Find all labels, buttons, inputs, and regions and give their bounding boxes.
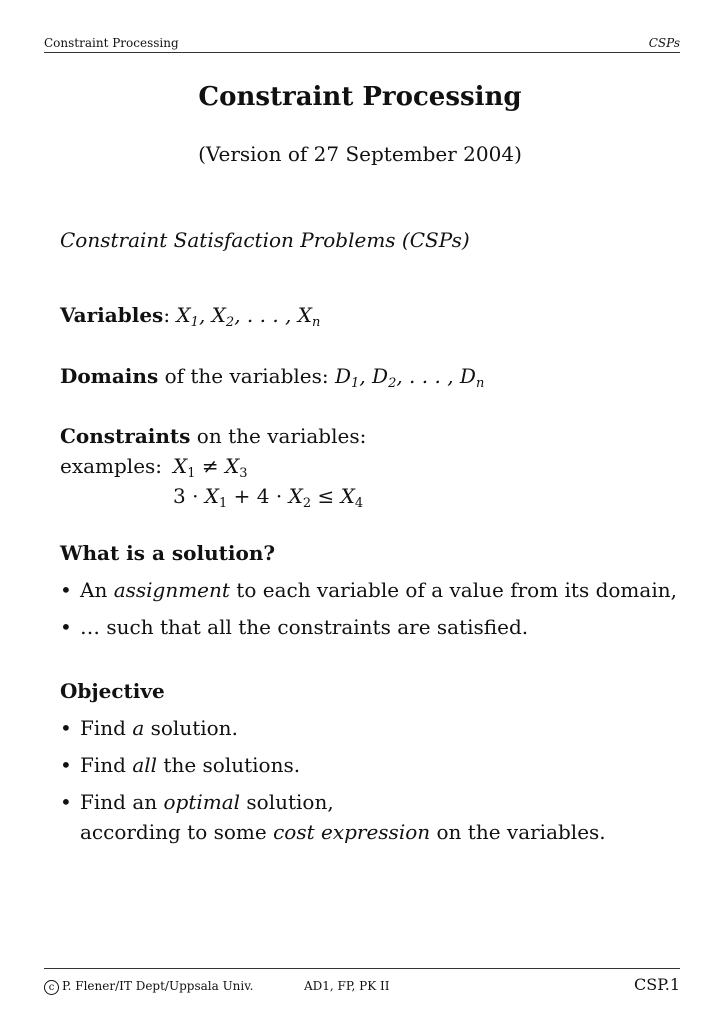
bullet-icon: • — [60, 716, 72, 740]
objective-item-1: Find a solution. — [80, 716, 238, 740]
variables-label: Variables — [60, 303, 164, 327]
copyright-icon: c — [44, 980, 59, 995]
bullet-icon: • — [60, 790, 72, 814]
variables-line — [60, 303, 321, 330]
domains-label: Domains — [60, 364, 159, 388]
bullet-icon: • — [60, 615, 72, 639]
page-footer — [44, 968, 680, 999]
page-title: Constraint Processing — [198, 82, 522, 112]
variables-math: $X_1$, $X_2$, . . . , $X_n$ — [176, 303, 321, 330]
page-header — [44, 36, 680, 53]
examples-line — [60, 454, 162, 478]
solution-item-2: … such that all the constraints are satisfied. — [80, 615, 529, 639]
page-number: CSP.1 — [634, 975, 680, 994]
footer-course: AD1, FP, PK II — [304, 979, 390, 993]
header-right: CSPs — [648, 36, 680, 50]
objective-item-3: Find an optimal solution, — [80, 790, 334, 814]
bullet-icon: • — [60, 753, 72, 777]
constraints-line — [60, 424, 366, 448]
footer-copyright: c P. Flener/IT Dept/Uppsala Univ. — [44, 979, 253, 995]
subtitle: Constraint Satisfaction Problems (CSPs) — [60, 228, 470, 252]
objective-item-2: Find all the solutions. — [80, 753, 301, 777]
domains-line — [60, 364, 485, 391]
constraints-text: on the variables: — [196, 424, 367, 448]
constraints-label: Constraints — [60, 424, 191, 448]
variables-text: : — [163, 303, 171, 327]
example-1-math: $X_1 \ne X_3$ — [173, 454, 248, 481]
header-left: Constraint Processing — [44, 36, 179, 50]
domains-text: of the variables: — [164, 364, 329, 388]
solution-item-1: An assignment to each variable of a value from its domain, — [80, 578, 677, 602]
objective-heading: Objective — [60, 679, 165, 703]
example-2-math: $3 \cdot X_1 + 4 \cdot X_2 \le X_4$ — [173, 484, 364, 511]
solution-heading: What is a solution? — [60, 541, 276, 565]
version-line: (Version of 27 September 2004) — [198, 142, 522, 166]
domains-math: $D_1$, $D_2$, . . . , $D_n$ — [334, 364, 485, 391]
objective-item-3-continuation: according to some cost expression on the variables. — [80, 820, 606, 844]
examples-label: examples: — [60, 454, 163, 478]
bullet-icon: • — [60, 578, 72, 602]
